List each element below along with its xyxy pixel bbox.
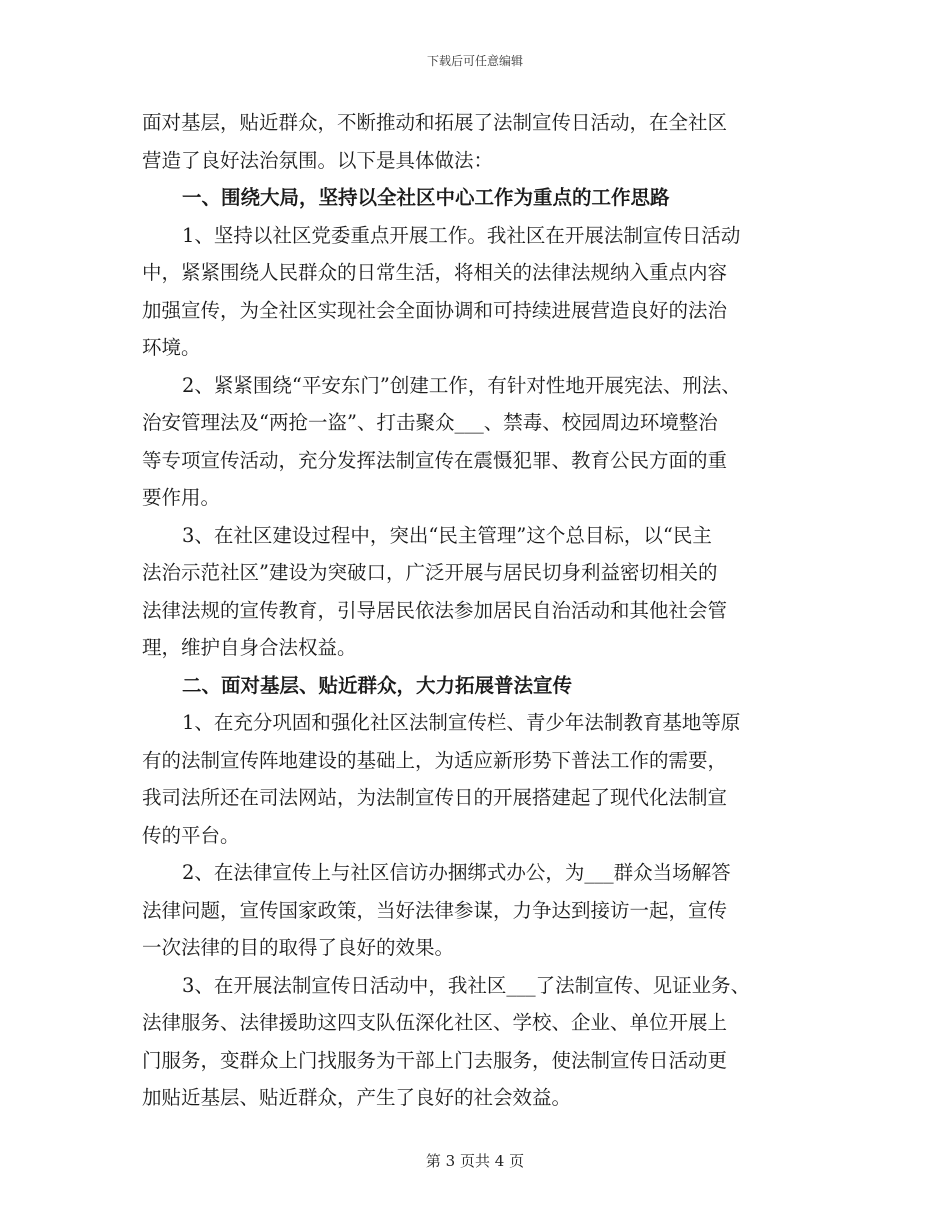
text-line: 法治示范社区”建设为突破口，广泛开展与居民切身利益密切相关的: [142, 561, 718, 584]
text-line: 法律问题，宣传国家政策，当好法律参谋，力争达到接访一起，宣传: [142, 898, 728, 922]
paragraph-2-3: [142, 967, 822, 1117]
text-line: 中，紧紧围绕人民群众的日常生活，将相关的法律法规纳入重点内容: [142, 261, 728, 284]
text-line: 1、坚持以社区党委重点开展工作。我社区在开展法制宣传日活动: [182, 223, 741, 247]
text-line: 一次法律的目的取得了良好的效果。: [142, 936, 455, 959]
text-line: 2、紧紧围绕“平安东门”创建工作，有针对性地开展宪法、刑法、: [182, 373, 741, 397]
text-line: 1、在充分巩固和强化社区法制宣传栏、青少年法制教育基地等原: [182, 711, 741, 734]
paragraph-intro: [142, 104, 822, 179]
heading-line: 二、面对基层、贴近群众，大力拓展普法宣传: [182, 673, 573, 697]
heading-line: 一、围绕大局，坚持以全社区中心工作为重点的工作思路: [182, 186, 670, 209]
text-line: 加贴近基层、贴近群众，产生了良好的社会效益。: [142, 1086, 572, 1109]
page-header: 下载后可任意编辑: [426, 54, 523, 68]
text-line: 传的平台。: [142, 823, 240, 847]
text-line: 营造了良好法治氛围。以下是具体做法：: [142, 148, 494, 172]
text-line: 等专项宣传活动，充分发挥法制宣传在震慑犯罪、教育公民方面的重: [142, 448, 728, 472]
text-line: 法律法规的宣传教育，引导居民依法参加居民自治活动和其他社会管: [142, 598, 728, 622]
paragraph-2-2: [142, 854, 822, 967]
text-line: 3、在社区建设过程中，突出“民主管理”这个总目标，以“民主: [182, 523, 712, 547]
text-line: 有的法制宣传阵地建设的基础上，为适应新形势下普法工作的需要，: [142, 748, 728, 772]
text-line: 2、在法律宣传上与社区信访办捆绑式办公，为___群众当场解答: [182, 861, 731, 884]
paragraph-2-1: [142, 704, 822, 854]
paragraph-1-1: [142, 217, 822, 367]
text-line: 我司法所还在司法网站，为法制宣传日的开展搭建起了现代化法制宣: [142, 786, 728, 809]
text-line: 法律服务、法律援助这四支队伍深化社区、学校、企业、单位开展上: [142, 1011, 728, 1034]
text-line: 理，维护自身合法权益。: [142, 636, 357, 659]
text-line: 治安管理法及“两抢一盗”、打击聚众___、禁毒、校园周边环境整治: [142, 411, 718, 434]
text-line: 环境。: [142, 336, 201, 359]
text-line: 面对基层，贴近群众，不断推动和拓展了法制宣传日活动，在全社区: [142, 111, 728, 134]
text-line: 门服务，变群众上门找服务为干部上门去服务，使法制宣传日活动更: [142, 1048, 728, 1072]
section-heading-1: [142, 179, 822, 217]
text-line: 加强宣传，为全社区实现社会全面协调和可持续进展营造良好的法治: [142, 298, 728, 322]
text-line: 要作用。: [142, 486, 221, 509]
page-footer: 第 3 页共 4 页: [425, 1152, 525, 1170]
paragraph-1-3: [142, 517, 822, 667]
text-line: 3、在开展法制宣传日活动中，我社区___了法制宣传、见证业务、: [182, 973, 751, 997]
document-body: [142, 104, 822, 1117]
section-heading-2: [142, 667, 822, 705]
paragraph-1-2: [142, 367, 822, 517]
